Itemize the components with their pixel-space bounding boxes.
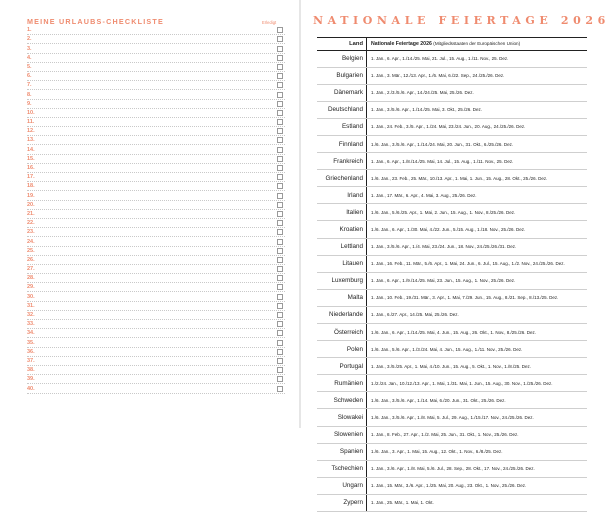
checkbox[interactable] <box>277 284 283 290</box>
checklist-row-number: 32. <box>27 312 35 318</box>
header-dates-main: Nationale Feiertage 2026 <box>371 41 432 47</box>
checklist-row[interactable] <box>27 375 285 384</box>
holiday-dates: 1. Jan., 2./3./5./6. Apr., 14./24./25. Mai, 25./26. Dez. <box>367 90 587 95</box>
checklist-row-number: 7. <box>27 82 32 88</box>
checkbox[interactable] <box>277 386 283 392</box>
holiday-dates: 1. Jan., 6. Apr., 1./14./25. Mai, 21. Jul., 15. Aug., 1./11. Nov., 25. Dez. <box>367 56 587 61</box>
holiday-dates: 1. Jan., 17. Mär., 6. Apr., 4. Mai, 3. Aug., 25./26. Dez. <box>367 193 587 198</box>
checklist-row[interactable] <box>27 348 285 357</box>
checklist-row-number: 6. <box>27 73 32 79</box>
checklist-row[interactable] <box>27 265 285 274</box>
checkbox[interactable] <box>277 367 283 373</box>
country-name: Zypern <box>317 495 367 511</box>
checkbox[interactable] <box>277 376 283 382</box>
checkbox[interactable] <box>277 312 283 318</box>
checklist-row[interactable] <box>27 338 285 347</box>
table-row <box>317 461 587 478</box>
holiday-dates: 1. Jan., 3./5./6. Apr., 1./14./25. Mai, 3. Okt., 25./26. Dez. <box>367 107 587 112</box>
checklist-row[interactable] <box>27 63 285 72</box>
country-name: Finnland <box>317 136 367 152</box>
checkbox[interactable] <box>277 303 283 309</box>
checklist-row-number: 15. <box>27 156 35 162</box>
header-land: Land <box>317 38 367 50</box>
table-row <box>317 273 587 290</box>
table-row <box>317 290 587 307</box>
checklist-row[interactable] <box>27 81 285 90</box>
checkbox[interactable] <box>277 248 283 254</box>
holiday-dates: 1. Jan., 6. Apr., 1./8./14./25. Mai, 14. Jul., 15. Aug., 1./11. Nov., 25. Dez. <box>367 159 587 164</box>
table-row <box>317 85 587 102</box>
checkbox[interactable] <box>277 156 283 162</box>
checklist-row-number: 21. <box>27 211 35 217</box>
checklist-row[interactable] <box>27 283 285 292</box>
checklist-row[interactable] <box>27 90 285 99</box>
holiday-dates: 1./6. Jan., 3./5./6. Apr., 1./14. Mai, 6./20. Jun., 31. Okt., 25./26. Dez. <box>367 398 587 403</box>
table-row <box>317 324 587 341</box>
country-name: Ungarn <box>317 478 367 494</box>
checklist-row-number: 11. <box>27 119 34 125</box>
checklist-row-number: 38. <box>27 367 35 373</box>
table-row <box>317 409 587 426</box>
table-row <box>317 187 587 204</box>
checkbox[interactable] <box>277 202 283 208</box>
holiday-dates: 1./6. Jan., 6. Apr., 1./14./25. Mai, 4. Jun., 15. Aug., 26. Okt., 1. Nov., 8./25./26. Dez. <box>367 330 587 335</box>
table-row <box>317 341 587 358</box>
checkbox[interactable] <box>277 55 283 61</box>
checkbox[interactable] <box>277 27 283 33</box>
checklist-row[interactable] <box>27 357 285 366</box>
holiday-dates: 1. Jan., 24. Feb., 3./5. Apr., 1./24. Mai, 23./24. Jun., 20. Aug., 24./25./26. Dez. <box>367 124 587 129</box>
country-name: Frankreich <box>317 153 367 169</box>
holiday-dates: 1. Jan., 10. Feb., 19./31. Mär., 3. Apr., 1. Mai, 7./29. Jun., 15. Aug., 8./21. Sep., 8./13./25. Dez. <box>367 295 587 300</box>
checklist-row[interactable] <box>27 118 285 127</box>
table-row <box>317 392 587 409</box>
holiday-dates: 1./6. Jan., 3. Apr., 1. Mai, 15. Aug., 12. Okt., 1. Nov., 6./8./25. Dez. <box>367 449 587 454</box>
checkbox[interactable] <box>277 266 283 272</box>
checkbox[interactable] <box>277 239 283 245</box>
table-row <box>317 375 587 392</box>
country-name: Griechenland <box>317 170 367 186</box>
checkbox[interactable] <box>277 229 283 235</box>
checklist-row[interactable] <box>27 256 285 265</box>
checklist-row[interactable] <box>27 210 285 219</box>
holiday-dates: 1./6. Jan., 3./5./6. Apr., 1./14./24. Mai, 20. Jun., 31. Okt., 6./25./26. Dez. <box>367 142 587 147</box>
checklist-row-number: 31. <box>27 303 35 309</box>
checklist-row-number: 26. <box>27 257 35 263</box>
table-row <box>317 68 587 85</box>
checklist-row[interactable] <box>27 145 285 154</box>
checklist-row[interactable] <box>27 173 285 182</box>
checklist-row-number: 17. <box>27 174 35 180</box>
holiday-dates: 1./6. Jan., 6. Apr., 1./30. Mai, 4./22. Jun., 5./15. Aug., 1./18. Nov., 25./26. Dez. <box>367 227 587 232</box>
checklist-row-number: 10. <box>27 110 35 116</box>
checklist-row-number: 39. <box>27 376 35 382</box>
table-row <box>317 307 587 324</box>
checkbox[interactable] <box>277 101 283 107</box>
country-name: Slowakei <box>317 409 367 425</box>
holiday-dates: 1./6. Jan., 5./6. Apr., 1./3./24. Mai, 4. Jun., 15. Aug., 1./11. Nov., 25./26. Dez. <box>367 347 587 352</box>
checklist-row-number: 18. <box>27 183 35 189</box>
checkbox[interactable] <box>277 64 283 70</box>
holiday-dates: 1./6. Jan., 3./5./6. Apr., 1./8. Mai, 5. Jul., 29. Aug., 1./15./17. Nov., 24./25./26. Dez. <box>367 415 587 420</box>
table-header <box>317 38 587 51</box>
checkbox[interactable] <box>277 165 283 171</box>
checkbox[interactable] <box>277 73 283 79</box>
checklist-row-number: 3. <box>27 46 32 52</box>
checklist-row-number: 35. <box>27 340 35 346</box>
checkbox[interactable] <box>277 275 283 281</box>
checkbox[interactable] <box>277 321 283 327</box>
checkbox[interactable] <box>277 183 283 189</box>
table-row <box>317 102 587 119</box>
table-row <box>317 239 587 256</box>
checklist-row[interactable] <box>27 35 285 44</box>
checklist-row[interactable] <box>27 191 285 200</box>
country-name: Deutschland <box>317 102 367 118</box>
table-row <box>317 444 587 461</box>
checklist-row[interactable] <box>27 127 285 136</box>
done-column-label: Erledigt <box>262 20 276 25</box>
country-name: Polen <box>317 341 367 357</box>
checklist-row-number: 36. <box>27 349 35 355</box>
holidays-table <box>317 37 587 512</box>
checklist-row[interactable] <box>27 54 285 63</box>
checklist-row-number: 9. <box>27 101 32 107</box>
checklist-row[interactable] <box>27 109 285 118</box>
holidays-page <box>301 0 600 428</box>
checkbox[interactable] <box>277 330 283 336</box>
table-row <box>317 119 587 136</box>
holiday-dates: 1. Jan., 6./27. Apr., 14./25. Mai, 25./26. Dez. <box>367 312 587 317</box>
checkbox[interactable] <box>277 147 283 153</box>
table-body <box>317 51 587 512</box>
holiday-dates: 1./6. Jan., 23. Feb., 25. Mär., 10./13. Apr., 1. Mai, 1. Jun., 15. Aug., 28. Okt., 25./26. Dez. <box>367 176 587 181</box>
holiday-dates: 1. Jan., 8. Feb., 27. Apr., 1./2. Mai, 25. Jun., 31. Okt., 1. Nov., 25./26. Dez. <box>367 432 587 437</box>
country-name: Portugal <box>317 358 367 374</box>
checklist-row-number: 20. <box>27 202 35 208</box>
checklist-row-number: 24. <box>27 239 35 245</box>
country-name: Schweden <box>317 392 367 408</box>
checklist-row[interactable] <box>27 201 285 210</box>
checkbox[interactable] <box>277 92 283 98</box>
checklist-row-number: 37. <box>27 358 35 364</box>
header-dates <box>367 41 587 47</box>
country-name: Litauen <box>317 256 367 272</box>
checklist-row-number: 22. <box>27 220 35 226</box>
checklist-row[interactable] <box>27 292 285 301</box>
country-name: Estland <box>317 119 367 135</box>
checklist-row-number: 16. <box>27 165 35 171</box>
checklist-row-number: 1. <box>27 27 32 33</box>
checkbox[interactable] <box>277 137 283 143</box>
table-row <box>317 204 587 221</box>
country-name: Tschechien <box>317 461 367 477</box>
checkbox[interactable] <box>277 36 283 42</box>
checklist-row-number: 25. <box>27 248 35 254</box>
checklist-row-number: 2. <box>27 36 32 42</box>
checkbox[interactable] <box>277 294 283 300</box>
country-name: Irland <box>317 187 367 203</box>
country-name: Belgien <box>317 51 367 67</box>
country-name: Bulgarien <box>317 68 367 84</box>
holiday-dates: 1./2./24. Jan., 10./12./13. Apr., 1. Mai, 1./31. Mai, 1. Jun., 15. Aug., 30. Nov., 1./25./26. Dez. <box>367 381 587 386</box>
checklist-row[interactable] <box>27 274 285 283</box>
table-row <box>317 153 587 170</box>
country-name: Dänemark <box>317 85 367 101</box>
checklist-row[interactable] <box>27 72 285 81</box>
checkbox[interactable] <box>277 340 283 346</box>
checkbox[interactable] <box>277 349 283 355</box>
country-name: Österreich <box>317 324 367 340</box>
table-row <box>317 221 587 238</box>
country-name: Rumänien <box>317 375 367 391</box>
checklist-row[interactable] <box>27 237 285 246</box>
holiday-dates: 1. Jan., 6. Apr., 1./9./14./25. Mai, 23. Jun., 15. Aug., 1. Nov., 25./26. Dez. <box>367 278 587 283</box>
checklist-row[interactable] <box>27 228 285 237</box>
checklist-row-number: 34. <box>27 330 35 336</box>
checkbox[interactable] <box>277 174 283 180</box>
checklist-row-number: 40. <box>27 386 35 392</box>
checklist-row-number: 5. <box>27 64 32 70</box>
checklist-title: MEINE URLAUBS-CHECKLISTE <box>27 17 164 26</box>
holiday-dates: 1./6. Jan., 5./6./25. Apr., 1. Mai, 2. Jun., 15. Aug., 1. Nov., 8./25./26. Dez. <box>367 210 587 215</box>
holiday-dates: 1. Jan., 16. Feb., 11. Mär., 5./6. Apr., 1. Mai, 24. Jun., 6. Jul., 15. Aug., 1./2. Nov., 24./25./26. Dez. <box>367 261 587 266</box>
checklist-row[interactable] <box>27 26 285 35</box>
holiday-dates: 1. Jan., 15. Mär., 3./6. Apr., 1./25. Mai, 20. Aug., 23. Okt., 1. Nov., 25./26. Dez. <box>367 483 587 488</box>
checkbox[interactable] <box>277 358 283 364</box>
checklist-row[interactable] <box>27 384 285 393</box>
checklist-row-number: 13. <box>27 137 35 143</box>
holiday-dates: 1. Jan., 3./6. Apr., 1./8. Mai, 5./6. Jul., 28. Sep., 28. Okt., 17. Nov., 24./25./26. Dez. <box>367 466 587 471</box>
checkbox[interactable] <box>277 128 283 134</box>
checklist-row-number: 12. <box>27 128 35 134</box>
checkbox[interactable] <box>277 110 283 116</box>
checklist-row-number: 14. <box>27 147 35 153</box>
checklist-row[interactable] <box>27 320 285 329</box>
table-row <box>317 427 587 444</box>
holiday-dates: 1. Jan., 3./5./6. Apr., 1./4. Mai, 23./24. Jun., 18. Nov., 24./25./26./31. Dez. <box>367 244 587 249</box>
checklist-row[interactable] <box>27 219 285 228</box>
checklist-row-number: 33. <box>27 321 35 327</box>
country-name: Lettland <box>317 239 367 255</box>
country-name: Slowenien <box>317 427 367 443</box>
checklist-row[interactable] <box>27 136 285 145</box>
checkbox[interactable] <box>277 220 283 226</box>
table-row <box>317 256 587 273</box>
checklist-row-number: 29. <box>27 284 35 290</box>
table-row <box>317 170 587 187</box>
checkbox[interactable] <box>277 193 283 199</box>
checklist-row-number: 4. <box>27 55 32 61</box>
country-name: Malta <box>317 290 367 306</box>
country-name: Luxemburg <box>317 273 367 289</box>
country-name: Niederlande <box>317 307 367 323</box>
checklist-row-number: 23. <box>27 229 35 235</box>
table-row <box>317 358 587 375</box>
checklist-row-number: 8. <box>27 92 32 98</box>
table-row <box>317 136 587 153</box>
checklist-row[interactable] <box>27 100 285 109</box>
checklist-row[interactable] <box>27 44 285 53</box>
checkbox[interactable] <box>277 211 283 217</box>
checkbox[interactable] <box>277 257 283 263</box>
checkbox[interactable] <box>277 82 283 88</box>
header-dates-sub: (Mitgliedsstaaten der Europäischen Union) <box>433 41 520 46</box>
table-row <box>317 478 587 495</box>
checklist-row[interactable] <box>27 164 285 173</box>
holiday-dates: 1. Jan., 3./5./25. Apr., 1. Mai, 4./10. Jun., 15. Aug., 5. Okt., 1. Nov., 1./8./25. Dez. <box>367 364 587 369</box>
country-name: Italien <box>317 204 367 220</box>
checklist-row[interactable] <box>27 155 285 164</box>
checklist-row-number: 19. <box>27 193 35 199</box>
checklist-row[interactable] <box>27 302 285 311</box>
checklist-row[interactable] <box>27 182 285 191</box>
country-name: Spanien <box>317 444 367 460</box>
holidays-title: NATIONALE FEIERTAGE 2026 <box>313 14 593 27</box>
holiday-dates: 1. Jan., 3. Mär., 12./13. Apr., 1./6. Mai, 6./22. Sep., 24./25./26. Dez. <box>367 73 587 78</box>
country-name: Kroatien <box>317 221 367 237</box>
table-row <box>317 495 587 512</box>
checklist-page <box>0 0 299 428</box>
checklist-row[interactable] <box>27 366 285 375</box>
checklist-row-number: 28. <box>27 275 35 281</box>
checkbox[interactable] <box>277 119 283 125</box>
table-row <box>317 51 587 68</box>
checklist-row[interactable] <box>27 311 285 320</box>
checklist-row-number: 27. <box>27 266 35 272</box>
checklist-list <box>27 26 285 394</box>
checklist-row[interactable] <box>27 247 285 256</box>
checklist-row[interactable] <box>27 329 285 338</box>
holiday-dates: 1. Jan., 25. Mär., 1. Mai, 1. Okt. <box>367 500 587 505</box>
checklist-row-number: 30. <box>27 294 35 300</box>
checkbox[interactable] <box>277 46 283 52</box>
